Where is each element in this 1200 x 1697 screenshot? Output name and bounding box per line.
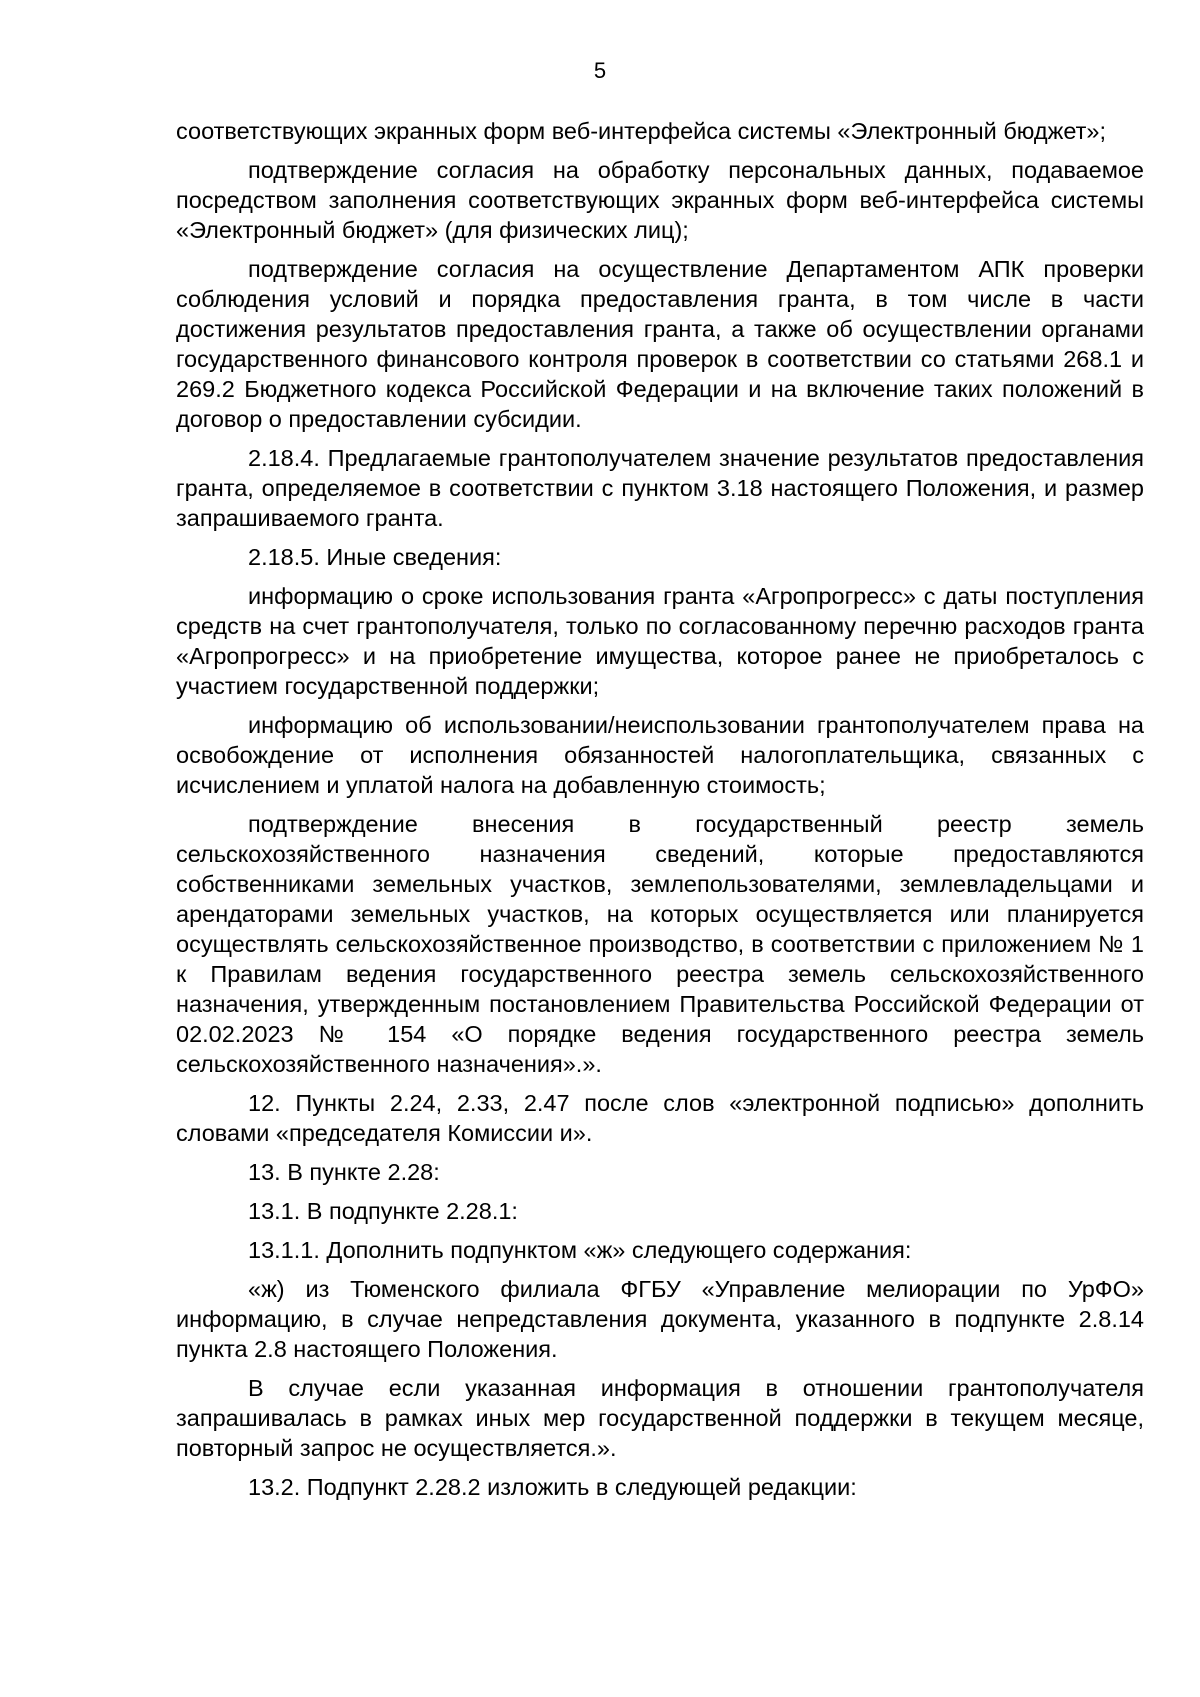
document-body: [176, 116, 1144, 1511]
paragraph: 2.18.4. Предлагаемые грантополучателем значение результатов предоставления гранта, определяемое в соответствии с пунктом 3.18 настоящего Положения, и размер запрашиваемого гранта.: [176, 445, 1144, 531]
paragraph: соответствующих экранных форм веб-интерфейса системы «Электронный бюджет»;: [176, 118, 1106, 144]
paragraph: В случае если указанная информация в отношении грантополучателя запрашивалась в рамках иных мер государственной поддержки в текущем месяце, повторный запрос не осуществляется.».: [176, 1375, 1144, 1461]
paragraph: 2.18.5. Иные сведения:: [248, 544, 502, 570]
paragraph: 13.2. Подпункт 2.28.2 изложить в следующей редакции:: [248, 1474, 857, 1500]
paragraph: подтверждение внесения в государственный реестр земель сельскохозяйственного назначения сведений, которые предоставляются собственниками земельных участков, землепользователями, землевладельцами и арендаторами земельных участков, на которых осуществляется или планируется осуществлять сельскохозяйственное производство, в соответствии с приложением № 1 к Правилам ведения государственного реестра земель сельскохозяйственного назначения, утвержденным постановлением Правительства Российской Федерации от 02.02.2023 № 154 «О порядке ведения государственного реестра земель сельскохозяйственного назначения».».: [176, 811, 1144, 1077]
paragraph: подтверждение согласия на обработку персональных данных, подаваемое посредством заполнения соответствующих экранных форм веб-интерфейса системы «Электронный бюджет» (для физических лиц);: [176, 157, 1144, 243]
paragraph: 12. Пункты 2.24, 2.33, 2.47 после слов «электронной подписью» дополнить словами «председателя Комиссии и».: [176, 1090, 1144, 1146]
page-number: 5: [593, 58, 607, 83]
paragraph: информацию о сроке использования гранта «Агропрогресс» с даты поступления средств на счет грантополучателя, только по согласованному перечню расходов гранта «Агропрогресс» и на приобретение имущества, которое ранее не приобреталось с участием государственной поддержки;: [176, 583, 1144, 699]
paragraph: 13. В пункте 2.28:: [248, 1159, 440, 1185]
paragraph: «ж) из Тюменского филиала ФГБУ «Управление мелиорации по УрФО» информацию, в случае непредставления документа, указанного в подпункте 2.8.14 пункта 2.8 настоящего Положения.: [176, 1276, 1144, 1362]
paragraph: 13.1. В подпункте 2.28.1:: [248, 1198, 518, 1224]
paragraph: подтверждение согласия на осуществление Департаментом АПК проверки соблюдения условий и порядка предоставления гранта, в том числе в части достижения результатов предоставления гранта, а также об осуществлении органами государственного финансового контроля проверок в соответствии со статьями 268.1 и 269.2 Бюджетного кодекса Российской Федерации и на включение таких положений в договор о предоставлении субсидии.: [176, 256, 1144, 432]
paragraph: 13.1.1. Дополнить подпунктом «ж» следующего содержания:: [248, 1237, 912, 1263]
paragraph: информацию об использовании/неиспользовании грантополучателем права на освобождение от исполнения обязанностей налогоплательщика, связанных с исчислением и уплатой налога на добавленную стоимость;: [176, 712, 1144, 798]
